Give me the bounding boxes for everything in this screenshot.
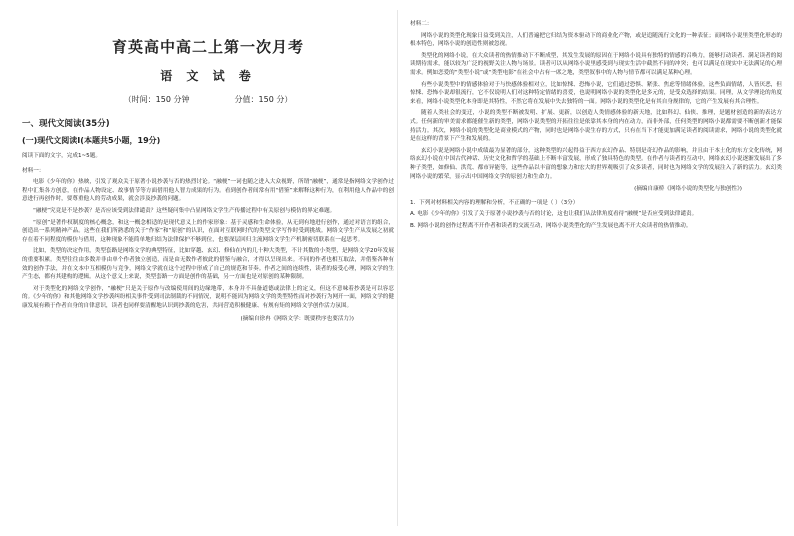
source-citation: (摘编自徐冉《网络文学：既要秩序也要活力》) bbox=[240, 315, 354, 322]
question-option-b: B. 网络小说的创作过程离不开作者和读者的交流互动，网络小说类型化的产生发展也离不开大众读者的热情推动。 bbox=[410, 222, 692, 229]
material-label: 材料二： bbox=[410, 21, 433, 27]
column-divider bbox=[397, 10, 398, 526]
right-column bbox=[410, 0, 782, 536]
paragraph: 随着人类社会的变迁，小说的类型不断被发明、扩展、更新，以创造人类情感体验的新天地，比如科幻、仙侠、推理，是题材创造的新的表达方式。任何新的审美需求都能催生新的类型，网络小说类型的开拓往往是依靠其本身的内在动力，而非外部，任何类型的网络小说都需要不断创新才能保持活力。其次，网络小说的类型化是商业模式的产物，同时也是网络小说生存的方式，只有在当下才能更加满足读者的阅读需求，网络小说的类型化就是在这样的背景下产生和发展的。 bbox=[410, 110, 782, 143]
left-column bbox=[22, 0, 394, 536]
paragraph: “融梗”究竟是不是抄袭？是否应该受到法律谴责？这些疑问集中凸显网络文学生产传播过程中有关原创与模仿的界定难题。 bbox=[33, 207, 336, 214]
section-heading: 一、现代文阅读(35分) bbox=[22, 119, 110, 129]
instruction: 阅读下面的文字，完成1~5题。 bbox=[22, 153, 101, 159]
sub-heading: (一)现代文阅读Ⅰ(本题共5小题，19分) bbox=[22, 136, 161, 145]
question-option-a: A. 电影《少年的你》引发了关于原著小说抄袭与否的讨论，这也让我们从法律角度看待“融梗”是否应受到法律谴责。 bbox=[410, 211, 698, 218]
question-stem: 1．下列对材料相关内容的理解和分析，不正确的一项是（ ）（3分） bbox=[410, 199, 579, 206]
paragraph: 有些小说类型中的情感体验对于与快感体验相对立，比如惊悚、恐怖小说，它们通过恐惧、紧张、焦虑等情绪体验，这些负面情绪，人皆厌恶，但惊悚、恐怖小说却很流行，它不仅说明人们对这种特定情绪的喜爱，也说明网络小说的类型化是多元的，是受众选择的结果。同理，从文学理论的角度来看，网络小说类型化本身即是其特性，不然它将在发展中失去独特的一面。网络小说的类型化是有其自身规律的，它的产生发展有其合理性。 bbox=[410, 81, 782, 105]
paragraph: 对于类型化的网络文学创作，“融梗”只是关于原作与改编使用间的边缘地带，本身并不具备道德或法律上的定义，但这不意味着抄袭是可以容忍的。《少年的你》和其他网络文学抄袭纠纷相关事件受到司法制裁的不同情况，说明不能因为网络文学的类型特性而对抄袭行为网开一面，网络文学的健康发展有赖于作者自身的自律意识，读者也同样要清醒地认识到抄袭的危害，共同营造积极健康、有规有矩的网络文学创作活力氛围。 bbox=[22, 285, 394, 309]
paragraph: 网络小说的类型化现象日益受到关注，人们普遍把它归结为资本驱动下的商业化产物，或是追随流行文化的一种表征；而网络小说里类型化形态的根本特色，网络小说的创造性则被忽视。 bbox=[410, 32, 782, 48]
paragraph: 电影《少年的你》热映，引发了观众关于原著小说抄袭与否的热烈讨论。“融梗”一词也随之进入大众视野，所谓“融梗”，通常是指网络文学创作过程中汇集各方创意，在作品人物设定、故事情节等方面借用他人智力成果的行为。看到创作者间常有用“借鉴”来解释这种行为，在利用他人作品中的创意进行再创作时，要尊重他人的劳动成果，就会涉及抄袭的问题。 bbox=[22, 179, 394, 203]
source-citation: (摘编自康桥《网络小说的类型化与独创性》) bbox=[634, 186, 742, 193]
paragraph: 比如，类型的决定作用，类型套路是网络文学的典型特征，比如穿越、玄幻、修仙在内的几十种大类型，不计其数的小类型，是网络文学20年发展的重要积累。类型往往由多数并非由单个作者独立创造，而是由无数作者彼此的借鉴与融合，才得以呈现出来。不同的作者也相互取法，并借鉴各种有效的创作手法，并在文本中互相模仿与竞争，网络文学就在这个过程中形成了自己的规范和节奏。作者之间的连续性，读者的接受心理，网络文学的生产生态，都有其建构的逻辑。从这个意义上来说，类型套路一方面是创作的基础，另一方面也是对原创的某种限制。 bbox=[22, 248, 394, 281]
score-label: 分值：150 分） bbox=[234, 95, 293, 104]
exam-meta bbox=[22, 94, 394, 105]
exam-subtitle: 语 文 试 卷 bbox=[160, 69, 256, 83]
material-label: 材料一： bbox=[22, 167, 45, 174]
exam-title: 育英高中高二上第一次月考 bbox=[111, 38, 304, 56]
paragraph: “原创”是著作权制度的核心概念，和这一概念相适的是现代意义上的作家形象：基于灵感和生命体验，从无到有地进行创作，通过对语言的组合，创造出一系列精神产品。这些在我们所熟悉的关于“作家”和“原创”的认识，在面对互联网时代的类型文学写作时受到挑战。网络文学生产从发展之初就存在着不同程度的模仿与借用，这种现象不能简单地归结为法律保护不够到位，也要深层回归主流网络文学生产机制密切联系在一起思考。 bbox=[22, 219, 394, 243]
time-label: （时间：150 分钟 bbox=[123, 95, 190, 104]
paragraph: 类型化的网络小说，在大众读者的热情推动下不断成型，其发生发展的原因在于网络小说具有独特的情感的召唤力，能够打动读者、满足读者的阅读期待需求，能以较为广泛的视野关注人物与场景。读者可以从网络小说里感受到与现实生活中截然不同的冲突；也可以满足在现实中无法满足的心理需求。例如恋爱的“类型小说”或“类型电影”在社会中占有一席之地，类型叙事中的人物与情节都可以满足某种心理。 bbox=[410, 52, 782, 76]
paragraph: 玄幻小说是网络小说中成绩最为显著的部分，这种类型的兴起得益于西方玄幻作品、特别是奇幻作品的影响，并且由于本土化的东方文化传统，网络玄幻小说在中国古代神话、历史文化和哲学的基础上不断丰富发展，形成了独具特色的类型。在作者与读者的互动中，网络玄幻小说逐渐发展出了多种子类型，如修仙、洪荒、都市异能等，这些作品以丰富的想象力和宏大的世界观吸引了众多读者，同时也为网络文学的发展注入了新的活力。玄幻类网络小说的繁荣，显示出中国网络文学的原创力和生命力。 bbox=[410, 147, 782, 180]
